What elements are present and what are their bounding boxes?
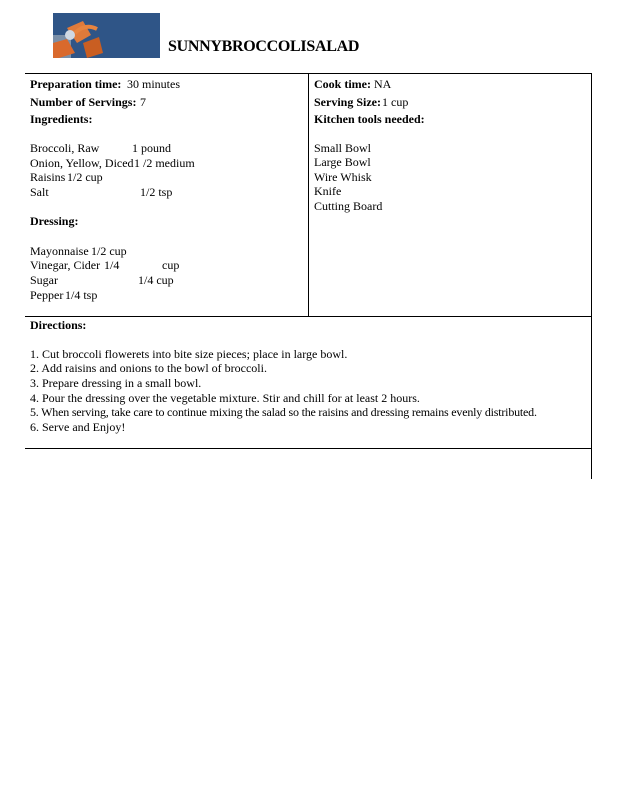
logo-graphic: [53, 13, 160, 58]
dressing-item-qty: 1/4 cup: [138, 273, 174, 287]
dressing-item-name: Pepper: [30, 288, 64, 302]
section-divider: [25, 316, 592, 317]
dressing-item-qty: 1/4 tsp: [65, 288, 98, 302]
direction-step: 5. When serving, take care to continue mixing the salad so the raisins and dressing remains evenly distributed.: [30, 405, 537, 419]
logo: [53, 13, 160, 58]
ingredient-name: Raisins: [30, 170, 66, 184]
table-bottom-border: [25, 448, 592, 449]
direction-step: 6. Serve and Enjoy!: [30, 420, 126, 434]
prep-time-label: Preparation time:: [30, 77, 122, 91]
serving-size-value: 1 cup: [382, 95, 409, 109]
dressing-item-qty: 1/4: [104, 258, 120, 272]
directions-label: Directions:: [30, 318, 87, 332]
ingredient-qty: 1 /2 medium: [134, 156, 195, 170]
dressing-item-name: Mayonnaise: [30, 244, 89, 258]
ingredients-label: Ingredients:: [30, 112, 93, 126]
direction-step: 2. Add raisins and onions to the bowl of broccoli.: [30, 361, 267, 375]
servings-value: 7: [140, 95, 146, 109]
dressing-label: Dressing:: [30, 214, 79, 228]
ingredient-name: Broccoli, Raw: [30, 141, 100, 155]
prep-time-value: 30 minutes: [127, 77, 180, 91]
ingredient-qty: 1/2 tsp: [140, 185, 173, 199]
serving-size-label: Serving Size:: [314, 95, 381, 109]
tool-item: Wire Whisk: [314, 170, 372, 184]
table-right-border: [591, 73, 592, 479]
recipe-title: SUNNYBROCCOLISALAD: [168, 38, 360, 55]
dressing-item-qty: 1/2 cup: [91, 244, 127, 258]
dressing-item-name: Vinegar, Cider: [30, 258, 101, 272]
tool-item: Large Bowl: [314, 155, 371, 169]
kitchen-tools-label: Kitchen tools needed:: [314, 112, 425, 126]
tool-item: Knife: [314, 184, 342, 198]
ingredient-qty: 1/2 cup: [67, 170, 103, 184]
tool-item: Cutting Board: [314, 199, 383, 213]
direction-step: 3. Prepare dressing in a small bowl.: [30, 376, 202, 390]
tool-item: Small Bowl: [314, 141, 372, 155]
ingredient-qty: 1 pound: [132, 141, 171, 155]
cook-time-label: Cook time:: [314, 77, 371, 91]
servings-label: Number of Servings:: [30, 95, 137, 109]
ingredient-name: Salt: [30, 185, 49, 199]
ingredient-name: Onion, Yellow, Diced: [30, 156, 134, 170]
dressing-item-unit: cup: [162, 258, 180, 272]
dressing-item-name: Sugar: [30, 273, 58, 287]
cook-time-value: NA: [374, 77, 392, 91]
direction-step: 1. Cut broccoli flowerets into bite size pieces; place in large bowl.: [30, 347, 348, 361]
column-divider: [308, 73, 309, 316]
direction-step: 4. Pour the dressing over the vegetable mixture. Stir and chill for at least 2 hours.: [30, 391, 420, 405]
